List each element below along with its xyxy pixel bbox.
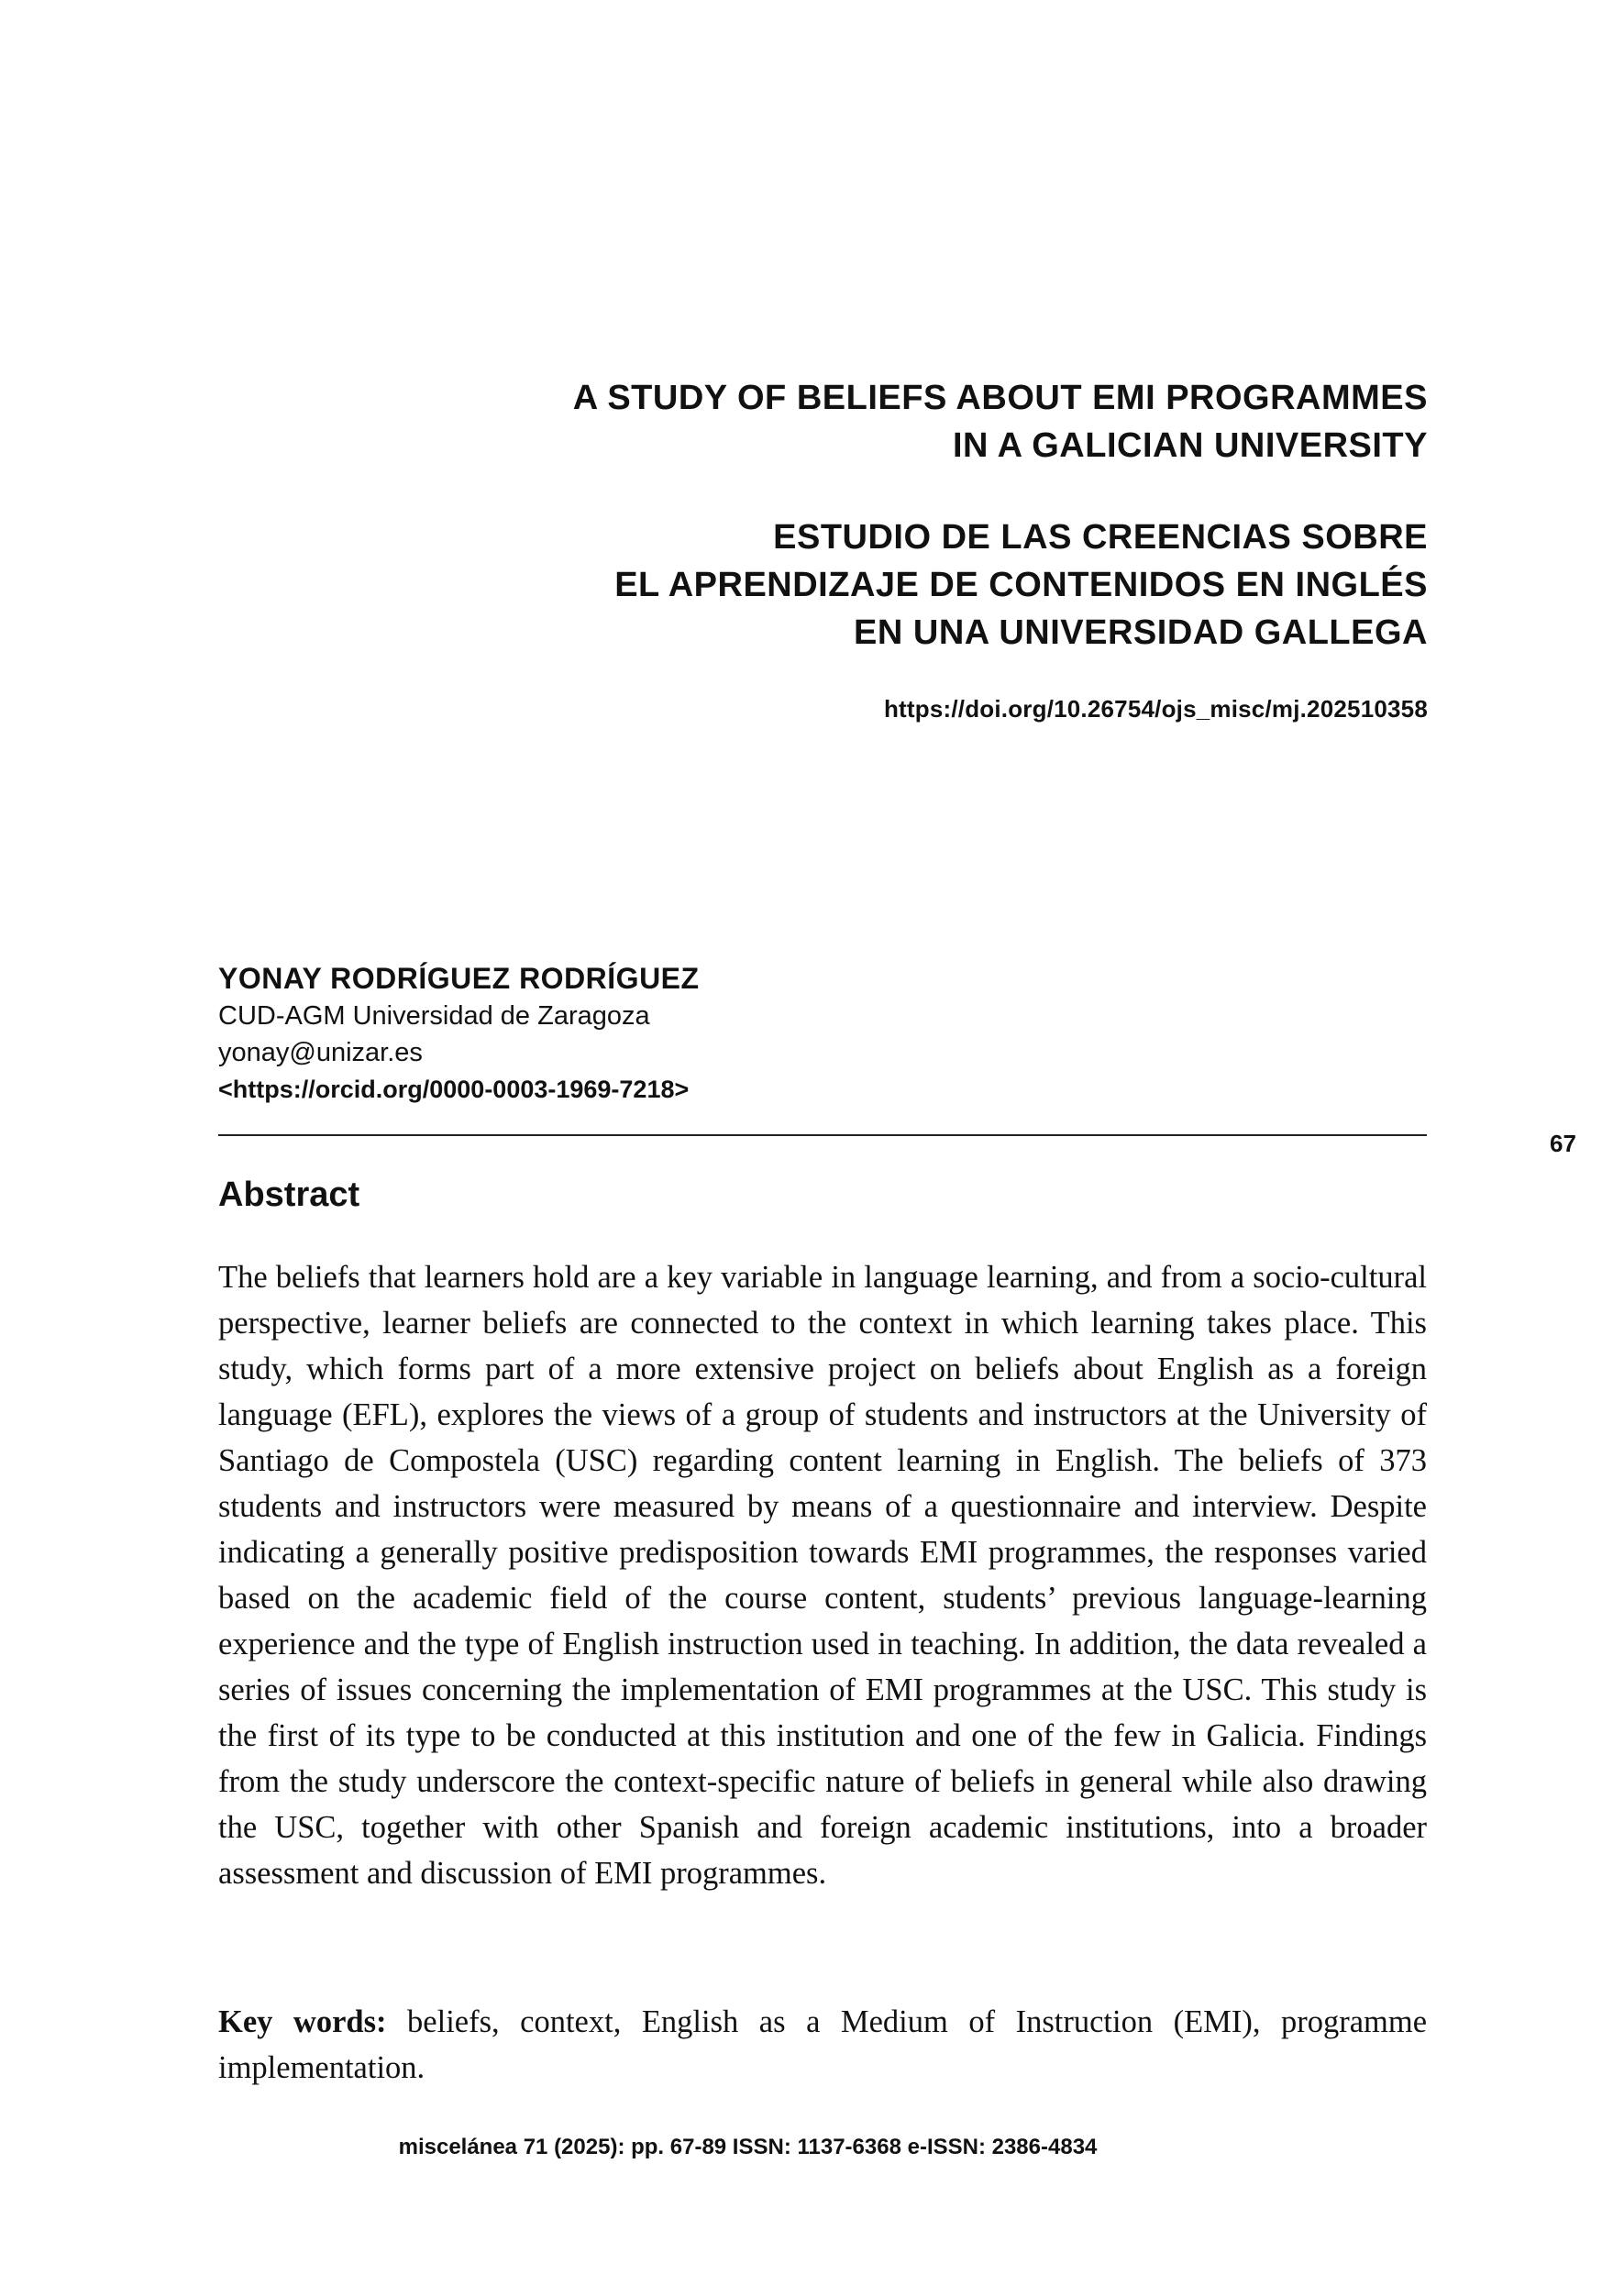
author-orcid-link[interactable]: <https://orcid.org/0000-0003-1969-7218> (218, 1076, 690, 1103)
keywords-label: Key words: (218, 2004, 387, 2039)
title-english-line-2: IN A GALICIAN UNIVERSITY (953, 426, 1428, 465)
title-spanish-line-1: ESTUDIO DE LAS CREENCIAS SOBRE (773, 518, 1428, 557)
author-affiliation: CUD-AGM Universidad de Zaragoza (218, 1001, 650, 1031)
title-spanish-line-2: EL APRENDIZAJE DE CONTENIDOS EN INGLÉS (614, 566, 1428, 604)
author-block (218, 959, 700, 1108)
journal-footer: miscelánea 71 (2025): pp. 67-89 ISSN: 1137-6368 e-ISSN: 2386-4834 (398, 2135, 1098, 2159)
title-spanish (236, 513, 1428, 657)
keywords-list: beliefs, context, English as a Medium of Instruction (EMI), programme implementation. (218, 2004, 1428, 2085)
divider-rule (218, 1134, 1427, 1136)
title-block (236, 374, 1428, 723)
abstract-body: The beliefs that learners hold are a key variable in language learning, and from a socio-cultural perspective, learner beliefs are connected to the context in which learning takes place. This study, which forms part of a more extensive project on beliefs about English as a foreign language (EFL), explores the views of a group of students and instructors at the University of Santiago de Compostela (USC) regarding content learning in English. The beliefs of 373 students and instructors were measured by means of a questionnaire and interview. Despite indicating a generally positive predisposition towards EMI programmes, the responses varied based on the academic field of the course content, students’ previous language-learning experience and the type of English instruction used in teaching. In addition, the data revealed a series of issues concerning the implementation of EMI programmes at the USC. This study is the first of its type to be conducted at this institution and one of the few in Galicia. Findings from the study underscore the context-specific nature of beliefs in general while also drawing the USC, together with other Spanish and foreign academic institutions, into a broader assessment and discussion of EMI programmes. (218, 1260, 1427, 1891)
title-english (236, 374, 1428, 469)
keywords (218, 1999, 1427, 2091)
author-name: YONAY RODRÍGUEZ RODRÍGUEZ (218, 962, 700, 995)
author-email[interactable]: yonay@unizar.es (218, 1038, 423, 1067)
page-number: 67 (1550, 1130, 1576, 1157)
doi-link[interactable]: https://doi.org/10.26754/ojs_misc/mj.202510358 (883, 695, 1428, 723)
title-spanish-line-3: EN UNA UNIVERSIDAD GALLEGA (854, 613, 1428, 652)
title-english-line-1: A STUDY OF BELIEFS ABOUT EMI PROGRAMMES (572, 379, 1428, 417)
abstract-heading: Abstract (218, 1176, 360, 1214)
